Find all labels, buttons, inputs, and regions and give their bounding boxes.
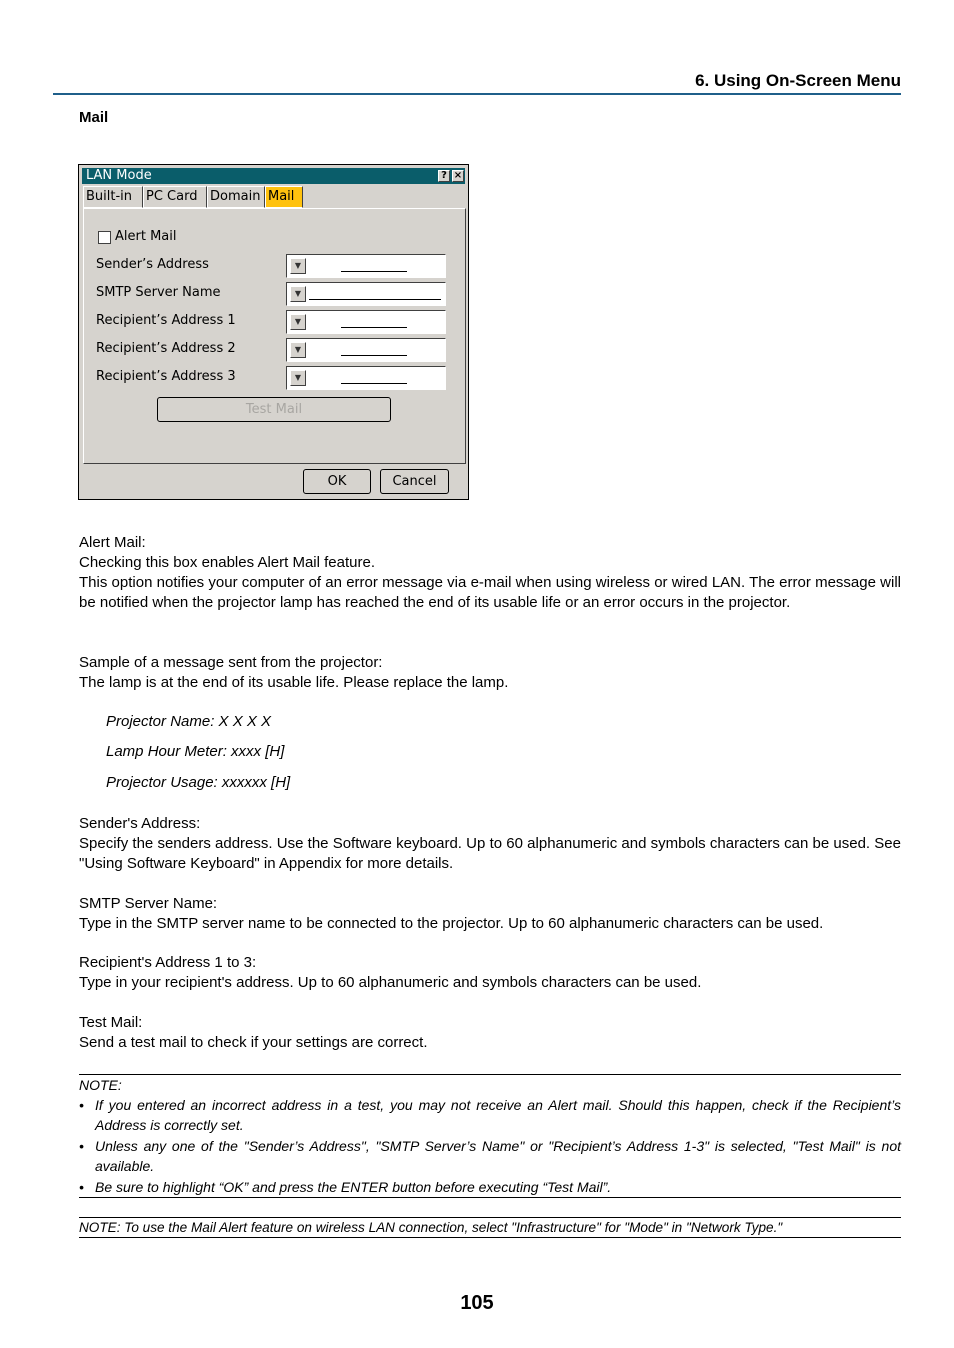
alert-mail-desc-1: Checking this box enables Alert Mail feature. [79,554,375,571]
tab-mail[interactable]: Mail [265,186,303,208]
recipient-address-1-field[interactable] [286,310,446,334]
recipient-address-2-label: Recipient’s Address 2 [96,341,236,356]
tab-built-in[interactable]: Built-in [83,186,143,208]
bullet-glyph: • [79,1097,84,1113]
note-bullet-3-text: Be sure to highlight “OK” and press the ENTER button before executing “Test Mail”. [95,1179,612,1195]
note-bullet-1 [79,1095,901,1135]
recipient-address-3-label: Recipient’s Address 3 [96,369,236,384]
smtp-heading: SMTP Server Name: [79,895,218,912]
test-mail-desc: Send a test mail to check if your settings are correct. [79,1034,428,1051]
tab-pc-card[interactable]: PC Card [143,186,207,208]
dropdown-arrow-icon[interactable]: ▼ [290,370,306,386]
note-bullet-3 [79,1177,901,1197]
senders-address-desc: Specify the senders address. Use the Software keyboard. Up to 60 alphanumeric and symbols characters can be used. See "Using Software Keyboard" in Appendix for more details. [79,835,901,872]
note-rule-bottom [79,1197,901,1198]
bullet-glyph: • [79,1138,84,1154]
recipient-address-3-field[interactable] [286,366,446,390]
note-bullet-2-text: Unless any one of the "Sender’s Address", "SMTP Server’s Name" or "Recipient’s Address 1-3" is selected, "Test Mail" is not available. [95,1138,901,1174]
header-rule [53,93,901,95]
test-mail-button[interactable]: Test Mail [157,397,391,422]
senders-address-heading: Sender's Address: [79,815,201,832]
dropdown-arrow-icon[interactable]: ▼ [290,314,306,330]
smtp-desc: Type in the SMTP server name to be connected to the projector. Up to 60 alphanumeric characters can be used. [79,915,824,932]
senders-address-label: Sender’s Address [96,257,209,272]
sample-projector-name: Projector Name: X X X X [106,713,272,730]
close-icon[interactable]: × [453,170,463,181]
help-icon[interactable]: ? [438,170,450,182]
sample-lamp-hour: Lamp Hour Meter: xxxx [H] [106,743,285,760]
field-underline [341,271,407,272]
senders-address-field[interactable] [286,254,446,278]
sample-line: The lamp is at the end of its usable life. Please replace the lamp. [79,674,509,691]
note-bullet-2 [79,1136,901,1176]
recipient-address-2-field[interactable] [286,338,446,362]
cancel-button[interactable]: Cancel [380,469,449,494]
sample-projector-usage: Projector Usage: xxxxxx [H] [106,774,291,791]
dropdown-arrow-icon[interactable]: ▼ [290,286,306,302]
alert-mail-desc-2: This option notifies your computer of an error message via e-mail when using wireless or wired LAN. The error message will be notified when the projector lamp has reached the end of its usable life or an error occurs in the projector. [79,574,901,611]
field-underline [341,355,407,356]
field-underline [341,383,407,384]
note-bullet-1-text: If you entered an incorrect address in a test, you may not receive an Alert mail. Should this happen, check if the Recipient’s Address is correctly set. [95,1097,901,1133]
mail-panel [83,208,466,464]
alert-mail-checkbox[interactable] [98,231,111,244]
dialog-title-bar [82,168,465,184]
test-mail-heading: Test Mail: [79,1014,143,1031]
note2-rule-bottom [79,1237,901,1238]
dialog-title: LAN Mode [86,168,152,183]
smtp-server-name-label: SMTP Server Name [96,285,221,300]
bullet-glyph: • [79,1179,84,1195]
dropdown-arrow-icon[interactable]: ▼ [290,342,306,358]
recipient-heading: Recipient's Address 1 to 3: [79,954,257,971]
note-wireless: NOTE: To use the Mail Alert feature on wireless LAN connection, select "Infrastructure" for "Mode" in "Network Type." [79,1219,783,1235]
tab-domain[interactable]: Domain [207,186,265,208]
lan-mode-dialog [78,164,469,500]
recipient-address-1-label: Recipient’s Address 1 [96,313,236,328]
note-heading: NOTE: [79,1077,122,1093]
smtp-server-name-field[interactable] [286,282,446,306]
field-underline [309,299,441,300]
section-title: Mail [79,109,109,126]
dropdown-arrow-icon[interactable]: ▼ [290,258,306,274]
ok-button[interactable]: OK [303,469,371,494]
recipient-desc: Type in your recipient's address. Up to 60 alphanumeric and symbols characters can be used. [79,974,702,991]
alert-mail-heading: Alert Mail: [79,534,146,551]
sample-heading: Sample of a message sent from the projector: [79,654,383,671]
page-number: 105 [460,1292,494,1314]
alert-mail-label: Alert Mail [115,229,177,244]
field-underline [341,327,407,328]
running-header: 6. Using On-Screen Menu [695,71,901,90]
